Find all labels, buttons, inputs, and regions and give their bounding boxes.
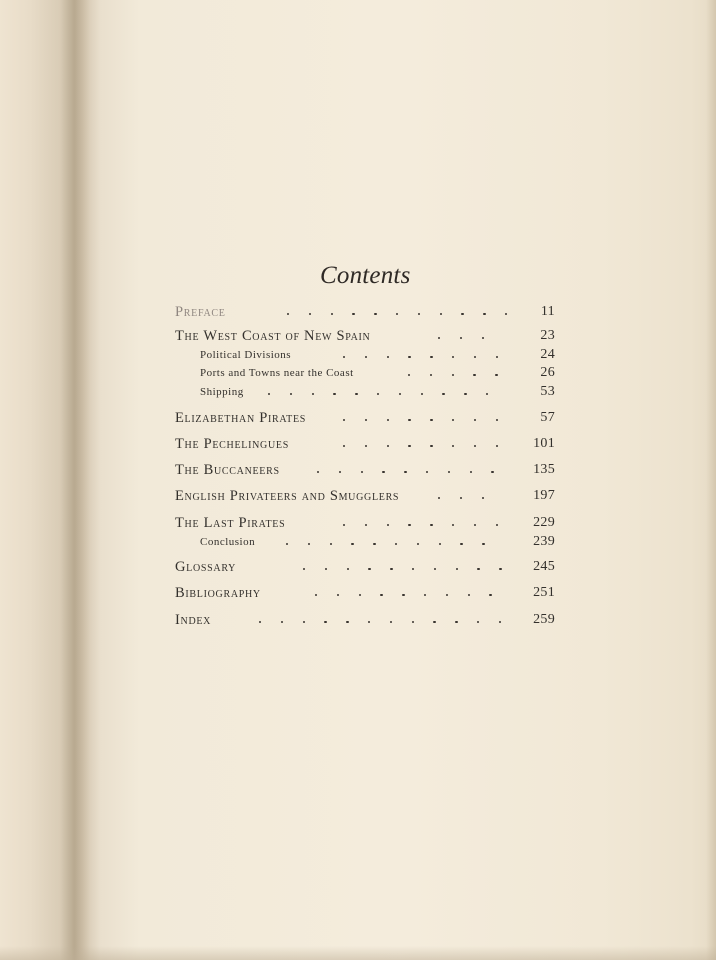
toc-entry-bibliography: [175, 584, 555, 602]
toc-entry-west-coast: [175, 327, 555, 345]
leader-dot: [290, 393, 292, 395]
toc-entry-page: 239: [533, 534, 555, 549]
leader-dot: [430, 524, 432, 526]
leader-dot: [308, 543, 310, 545]
leader-dot: [390, 568, 392, 570]
toc-entry-pechelingues: [175, 435, 555, 453]
leader-dot: [399, 393, 401, 395]
toc-entry-page: 57: [540, 410, 555, 425]
leader-dot: [365, 419, 367, 421]
toc-entry-page: 23: [540, 328, 555, 343]
leader-dot: [387, 445, 389, 447]
leader-dot: [343, 419, 345, 421]
leader-dot: [470, 471, 472, 473]
dot-leader: [175, 461, 555, 479]
leader-dot: [287, 313, 289, 315]
toc-entry-page: 251: [533, 585, 555, 600]
leader-dot: [395, 543, 397, 545]
leader-dot: [387, 419, 389, 421]
leader-dot: [380, 594, 382, 596]
leader-dot: [303, 568, 305, 570]
leader-dot: [473, 374, 475, 376]
leader-dot: [402, 594, 404, 596]
dot-leader: [175, 514, 555, 532]
dot-leader: [200, 346, 555, 364]
leader-dot: [343, 356, 345, 358]
leader-dot: [426, 471, 428, 473]
dot-leader: [175, 611, 555, 629]
leader-dot: [421, 393, 423, 395]
toc-entry-label: Index: [175, 612, 212, 628]
toc-entry-label: The West Coast of New Spain: [175, 328, 371, 344]
leader-dot: [496, 356, 498, 358]
leader-dot: [430, 356, 432, 358]
toc-subentry-shipping: [200, 383, 555, 401]
leader-dot: [368, 621, 370, 623]
dot-leader: [200, 364, 555, 382]
leader-dot: [365, 356, 367, 358]
leader-dot: [452, 356, 454, 358]
leader-dot: [455, 621, 457, 623]
leader-dot: [499, 568, 501, 570]
toc-entry-elizabethan-pirates: [175, 409, 555, 427]
leader-dot: [430, 445, 432, 447]
leader-dot: [281, 621, 283, 623]
leader-dot: [452, 524, 454, 526]
toc-entry-glossary: [175, 558, 555, 576]
toc-entry-page: 197: [533, 488, 555, 503]
leader-dot: [440, 313, 442, 315]
leader-dot: [365, 524, 367, 526]
leader-dot: [303, 621, 305, 623]
toc-entry-page: 26: [540, 365, 555, 380]
dot-leader: [200, 383, 555, 401]
leader-dot: [412, 568, 414, 570]
leader-dot: [408, 445, 410, 447]
leader-dot: [430, 419, 432, 421]
leader-dot: [330, 543, 332, 545]
toc-entry-label: The Last Pirates: [175, 515, 286, 531]
toc-subentry-conclusion: [200, 533, 555, 551]
leader-dot: [499, 621, 501, 623]
leader-dot: [417, 543, 419, 545]
toc-entry-label: Preface: [175, 304, 226, 320]
toc-entry-label: Elizabethan Pirates: [175, 410, 307, 426]
leader-dot: [286, 543, 288, 545]
leader-dot: [387, 524, 389, 526]
leader-dot: [496, 419, 498, 421]
dot-leader: [175, 487, 555, 505]
leader-dot: [312, 393, 314, 395]
leader-dot: [456, 568, 458, 570]
toc-entry-label: Ports and Towns near the Coast: [200, 367, 354, 379]
leader-dot: [337, 594, 339, 596]
toc-entry-label: Conclusion: [200, 536, 256, 548]
leader-dot: [315, 594, 317, 596]
leader-dot: [489, 594, 491, 596]
leader-dot: [496, 524, 498, 526]
toc-entry-page: 53: [540, 384, 555, 399]
dot-leader: [200, 533, 555, 551]
leader-dot: [464, 393, 466, 395]
toc-entry-last-pirates: [175, 514, 555, 532]
leader-dot: [325, 568, 327, 570]
leader-dot: [368, 568, 370, 570]
dot-leader: [175, 303, 555, 321]
leader-dot: [412, 621, 414, 623]
leader-dot: [387, 356, 389, 358]
leader-dot: [259, 621, 261, 623]
leader-dot: [482, 337, 484, 339]
leader-dot: [404, 471, 406, 473]
toc-entry-page: 24: [540, 347, 555, 362]
leader-dot: [346, 621, 348, 623]
leader-dot: [333, 393, 335, 395]
leader-dot: [343, 445, 345, 447]
toc-entry-label: Bibliography: [175, 585, 261, 601]
leader-dot: [505, 313, 507, 315]
leader-dot: [468, 594, 470, 596]
leader-dot: [438, 337, 440, 339]
leader-dot: [438, 497, 440, 499]
leader-dot: [343, 524, 345, 526]
toc-entry-page: 101: [533, 436, 555, 451]
toc-entry-page: 135: [533, 462, 555, 477]
leader-dot: [418, 313, 420, 315]
toc-entry-buccaneers: [175, 461, 555, 479]
leader-dot: [317, 471, 319, 473]
toc-entry-page: 11: [540, 304, 555, 319]
leader-dot: [446, 594, 448, 596]
leader-dot: [460, 497, 462, 499]
leader-dot: [324, 621, 326, 623]
leader-dot: [496, 445, 498, 447]
dot-leader: [175, 435, 555, 453]
leader-dot: [433, 621, 435, 623]
dot-leader: [175, 558, 555, 576]
leader-dot: [408, 356, 410, 358]
leader-dot: [430, 374, 432, 376]
toc-entry-page: 259: [533, 612, 555, 627]
leader-dot: [424, 594, 426, 596]
toc-entry-label: Political Divisions: [200, 349, 292, 361]
leader-dot: [483, 313, 485, 315]
leader-dot: [474, 419, 476, 421]
toc-entry-page: 245: [533, 559, 555, 574]
leader-dot: [434, 568, 436, 570]
dot-leader: [175, 584, 555, 602]
leader-dot: [442, 393, 444, 395]
leader-dot: [377, 393, 379, 395]
toc-entry-label: Shipping: [200, 386, 244, 398]
leader-dot: [477, 621, 479, 623]
leader-dot: [355, 393, 357, 395]
leader-dot: [361, 471, 363, 473]
toc-entry-index: [175, 611, 555, 629]
leader-dot: [486, 393, 488, 395]
leader-dot: [359, 594, 361, 596]
leader-dot: [452, 374, 454, 376]
toc-entry-label: Glossary: [175, 559, 237, 575]
leader-dot: [331, 313, 333, 315]
dot-leader: [175, 327, 555, 345]
leader-dot: [474, 356, 476, 358]
toc-entry-preface: [175, 303, 555, 321]
leader-dot: [390, 621, 392, 623]
toc-entry-english-privateers: [175, 487, 555, 505]
leader-dot: [408, 524, 410, 526]
leader-dot: [382, 471, 384, 473]
leader-dot: [460, 543, 462, 545]
leader-dot: [461, 313, 463, 315]
leader-dot: [474, 524, 476, 526]
leader-dot: [439, 543, 441, 545]
leader-dot: [448, 471, 450, 473]
leader-dot: [408, 374, 410, 376]
toc-entry-label: The Buccaneers: [175, 462, 280, 478]
leader-dot: [452, 445, 454, 447]
leader-dot: [268, 393, 270, 395]
toc-entry-page: 229: [533, 515, 555, 530]
leader-dot: [351, 543, 353, 545]
toc-subentry-political-divisions: [200, 346, 555, 364]
leader-dot: [460, 337, 462, 339]
toc-entry-label: The Pechelingues: [175, 436, 289, 452]
leader-dot: [396, 313, 398, 315]
dot-leader: [175, 409, 555, 427]
leader-dot: [477, 568, 479, 570]
leader-dot: [491, 471, 493, 473]
contents-heading: Contents: [320, 262, 411, 289]
leader-dot: [309, 313, 311, 315]
leader-dot: [352, 313, 354, 315]
leader-dot: [347, 568, 349, 570]
leader-dot: [482, 497, 484, 499]
toc-entry-label: English Privateers and Smugglers: [175, 488, 400, 504]
leader-dot: [373, 543, 375, 545]
leader-dot: [482, 543, 484, 545]
leader-dot: [374, 313, 376, 315]
toc-subentry-ports-and-towns: [200, 364, 555, 382]
leader-dot: [474, 445, 476, 447]
leader-dot: [452, 419, 454, 421]
leader-dot: [495, 374, 497, 376]
leader-dot: [408, 419, 410, 421]
leader-dot: [339, 471, 341, 473]
leader-dot: [365, 445, 367, 447]
